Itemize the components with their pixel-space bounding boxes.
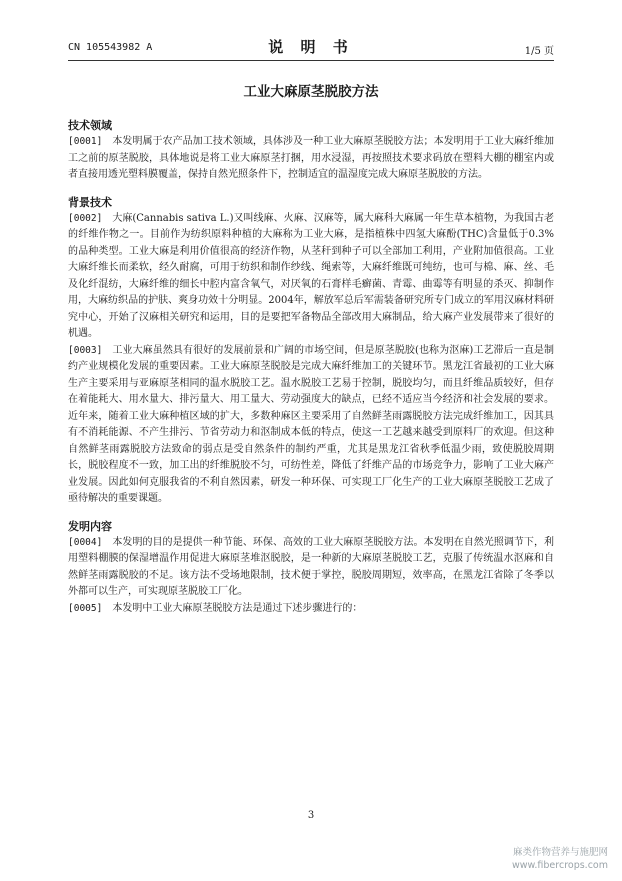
- paragraph-number: [0004]: [68, 536, 103, 548]
- watermark: [512, 846, 608, 872]
- page-number: 3: [307, 810, 315, 821]
- document-title: 工业大麻原茎脱胶方法: [243, 84, 379, 100]
- watermark-line-1: 麻类作物营养与施肥网: [512, 847, 608, 858]
- paragraph-text: 本发明中工业大麻原茎脱胶方法是通过下述步骤进行的：: [112, 602, 363, 614]
- paragraph-text: 大麻(Cannabis sativa L.)又叫线麻、火麻、汉麻等，属大麻科大麻属一年生草本植物，为我国古老的纤维作物之一。目前作为纺织原料种植的大麻称为工业大麻，是指植株中四氢大麻酚(THC)含量低于0.3%的品种类型。工业大麻是利用价值很高的经济作物，从茎秆到种子可以全部加工利用，产业附加值很高。工业大麻纤维长而柔软，经久耐腐，可用于纺织和制作纱线、绳索等，大麻纤维既可纯纺，也可与棉、麻、丝、毛及化纤混纺，大麻纤维的细长中腔内富含氧气，对厌氧的石膏样毛癣菌、青霉、曲霉等有明显的杀灭、抑制作用，大麻纺织品的护肤、爽身功效十分明显。2004年，解放军总后军需装备研究所专门成立的军用汉麻材料研究中心，开始了汉麻相关研究和运用，目的是要把军备物品全部改用大麻制品，给大麻产业发展带来了很好的机遇。: [68, 212, 554, 339]
- paragraph-0004: [68, 535, 554, 601]
- section-background: [68, 194, 554, 508]
- paragraph-number: [0003]: [68, 344, 103, 356]
- paragraph-0001: [68, 134, 554, 184]
- paragraph-text: 本发明属于农产品加工技术领域，具体涉及一种工业大麻原茎脱胶方法；本发明用于工业大麻纤维加工之前的原茎脱胶，具体地说是将工业大麻原茎打捆，用水浸湿，再按照技术要求码放在塑料大棚的棚室内或者直接用透光塑料膜覆盖，保持自然光照条件下，控制适宜的温湿度完成大麻原茎脱胶的方法。: [68, 136, 554, 180]
- watermark-line-2: www.fibercrops.com: [511, 860, 608, 871]
- paragraph-0002: [68, 211, 554, 343]
- page-info: 1/5 页: [524, 46, 554, 57]
- paragraph-number: [0002]: [68, 212, 103, 224]
- document-type: 说 明 书: [268, 38, 354, 56]
- paragraph-number: [0005]: [68, 602, 103, 614]
- paragraph-text: 本发明的目的是提供一种节能、环保、高效的工业大麻原茎脱胶方法。本发明在自然光照调节下，利用塑料棚膜的保湿增温作用促进大麻原茎堆沤脱胶，是一种新的大麻原茎脱胶工艺，克服了传统温水沤麻和自然鲜茎雨露脱胶的不足。该方法不受场地限制，技术便于掌控，脱胶周期短，效率高，在黑龙江省除了冬季以外都可以生产，可实现原茎脱胶工厂化。: [68, 536, 554, 597]
- paragraph-number: [0001]: [68, 136, 103, 147]
- paragraph-0005: [68, 601, 554, 618]
- section-heading: 背景技术: [68, 195, 112, 209]
- section-heading: 技术领域: [68, 119, 112, 132]
- page-header: [68, 34, 554, 61]
- section-technical-field: [68, 117, 554, 184]
- section-heading: 发明内容: [68, 519, 112, 533]
- section-summary: [68, 518, 554, 618]
- patent-number: CN 105543982 A: [68, 42, 153, 53]
- document-body: [68, 117, 554, 617]
- paragraph-text: 工业大麻虽然具有很好的发展前景和广阔的市场空间，但是原茎脱胶(也称为沤麻)工艺滞后一直是制约产业规模化发展的重要因素。工业大麻原茎脱胶是完成大麻纤维加工的关键环节。黑龙江省最初的工业大麻生产主要采用与亚麻原茎相同的温水脱胶工艺。温水脱胶工艺易于控制，脱胶均匀，而且纤维品质较好，但存在着能耗大、用水量大、排污量大、用工量大、劳动强度大的缺点，已经不适应当今经济和社会发展的要求。近年来，随着工业大麻种植区域的扩大，多数种麻区主要采用了自然鲜茎雨露脱胶方法完成纤维加工，因其具有不消耗能源、不产生排污、节省劳动力和沤制成本低的特点，使这一工艺越来越受到原料厂的欢迎。但这种自然鲜茎雨露脱胶方法致命的弱点是受自然条件的制约严重，尤其是黑龙江省秋季低温少雨，致使脱胶周期长，脱胶程度不一致，加工出的纤维脱胶不匀，可纺性差，降低了纤维产品的市场竞争力，影响了工业大麻产业发展。因此如何克服我省的不利自然因素，研发一种环保、可实现工厂化生产的工业大麻原茎脱胶工艺成了亟待解决的重要课题。: [68, 344, 554, 504]
- paragraph-0003: [68, 343, 554, 508]
